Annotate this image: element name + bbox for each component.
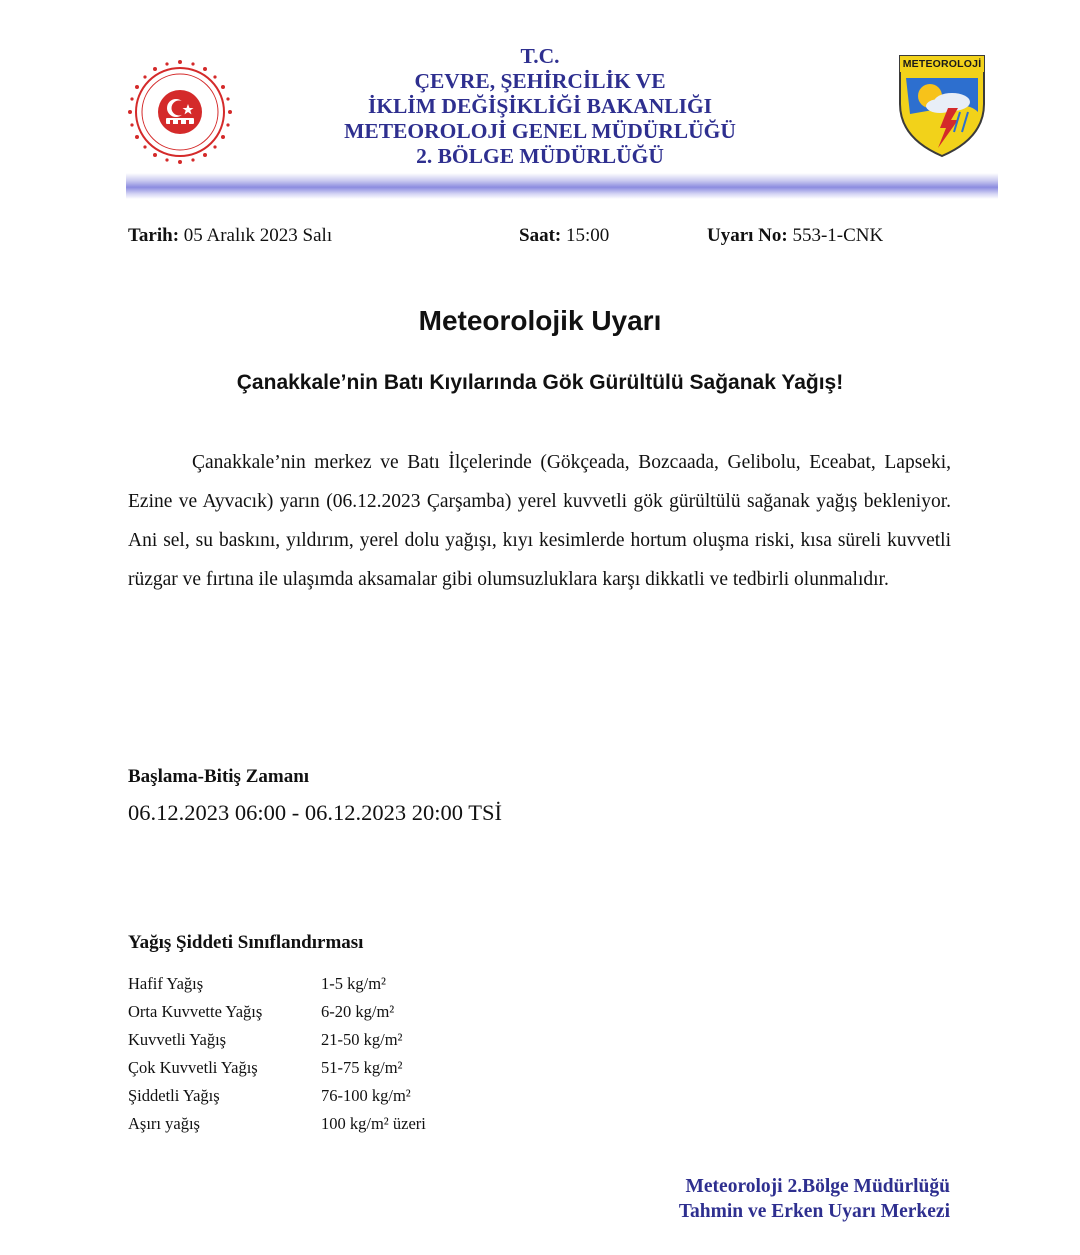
table-row (128, 1082, 426, 1110)
rain-category: Orta Kuvvette Yağış (128, 1002, 263, 1021)
logo-text: METEOROLOJİ (902, 58, 982, 70)
rain-range: 100 kg/m² üzeri (321, 1114, 426, 1133)
rain-category: Şiddetli Yağış (128, 1086, 220, 1105)
document-title: Meteorolojik Uyarı (418, 305, 662, 336)
classification-table (128, 970, 426, 1138)
rain-range: 1-5 kg/m² (321, 974, 386, 993)
warning-body: Çanakkale’nin merkez ve Batı İlçelerinde (Gökçeada, Bozcaada, Gelibolu, Eceabat, Lapseki, Ezine ve Ayvacık) yarın (06.12.2023 Çarşamba) yerel kuvvetli gök gürültülü sağanak yağış bekleniyor. Ani sel, su baskını, yıldırım, yerel dolu yağışı, kıyı kesimlerde hortum oluşma riski, kısa süreli kuvvetli rüzgar ve fırtına ile ulaşımda aksamalar gibi olumsuzluklara karşı dikkatli ve tedbirli olunmalıdır. (128, 452, 951, 590)
rain-category: Çok Kuvvetli Yağış (128, 1058, 258, 1077)
footer-line-center: Tahmin ve Erken Uyarı Merkezi (678, 1201, 950, 1222)
header-line-directorate: METEOROLOJİ GENEL MÜDÜRLÜĞÜ (344, 119, 736, 143)
timing-value: 06.12.2023 06:00 - 06.12.2023 20:00 TSİ (128, 800, 502, 825)
table-row (128, 998, 426, 1026)
footer-line-directorate: Meteoroloji 2.Bölge Müdürlüğü (685, 1176, 950, 1197)
header-divider (126, 173, 998, 199)
rain-range: 21-50 kg/m² (321, 1030, 403, 1049)
meteoroloji-logo (896, 52, 988, 158)
rain-range: 6-20 kg/m² (321, 1002, 395, 1021)
header-line-ministry-1: ÇEVRE, ŞEHİRCİLİK VE (414, 69, 666, 93)
date-info (128, 225, 332, 247)
time-label: Saat: (519, 225, 562, 246)
date-label: Tarih: (128, 225, 180, 246)
rain-category: Kuvvetli Yağış (128, 1030, 227, 1049)
time-value: 15:00 (565, 225, 610, 246)
timing-label: Başlama-Bitiş Zamanı (128, 766, 310, 787)
ministry-header (250, 44, 830, 169)
rain-range: 51-75 kg/m² (321, 1058, 403, 1077)
header-line-region: 2. BÖLGE MÜDÜRLÜĞÜ (416, 144, 664, 168)
document-subtitle: Çanakkale’nin Batı Kıyılarında Gök Gürültülü Sağanak Yağış! (236, 371, 844, 394)
rain-range: 76-100 kg/m² (321, 1086, 411, 1105)
table-row (128, 1054, 426, 1082)
table-row (128, 1026, 426, 1054)
time-info (519, 225, 609, 247)
warning-number-label: Uyarı No: (707, 225, 788, 246)
table-row (128, 1110, 426, 1138)
rain-category: Hafif Yağış (128, 974, 204, 993)
header-line-tc: T.C. (520, 44, 560, 68)
warning-number-info (707, 225, 883, 247)
ministry-seal-logo (126, 58, 234, 166)
classification-label: Yağış Şiddeti Sınıflandırması (128, 932, 364, 953)
rain-category: Aşırı yağış (128, 1114, 200, 1133)
date-value: 05 Aralık 2023 Salı (183, 225, 333, 246)
warning-number-value: 553-1-CNK (792, 225, 884, 246)
table-row (128, 970, 426, 998)
header-line-ministry-2: İKLİM DEĞİŞİKLİĞİ BAKANLIĞI (367, 94, 713, 118)
footer-signature (679, 1174, 950, 1224)
